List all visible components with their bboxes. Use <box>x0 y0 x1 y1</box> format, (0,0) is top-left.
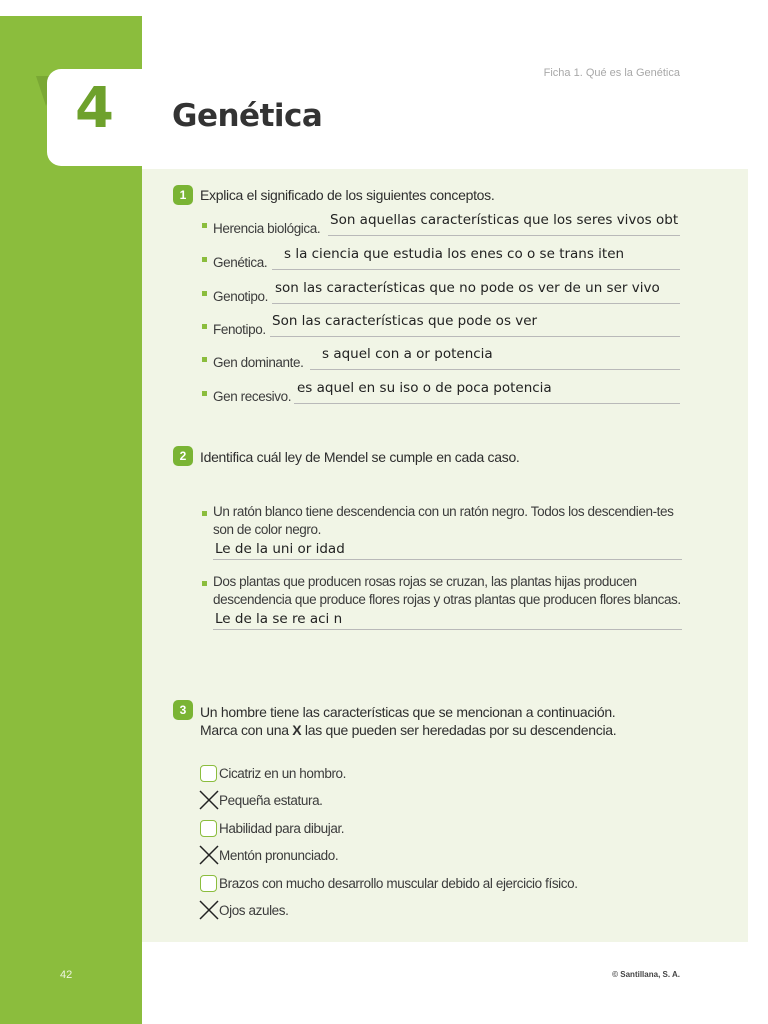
answer-line <box>294 403 680 404</box>
answer-line <box>328 235 680 236</box>
bullet-icon <box>202 391 207 396</box>
page-number: 42 <box>60 969 73 981</box>
definition-label: Fenotipo. <box>213 322 266 337</box>
copyright: © Santillana, S. A. <box>612 970 680 979</box>
option-label: Cicatriz en un hombro. <box>219 766 347 781</box>
option-label: Habilidad para dibujar. <box>219 820 345 836</box>
question-3-badge: 3 <box>173 700 193 720</box>
option-label: Mentón pronunciado. <box>219 848 339 864</box>
option-row <box>200 901 620 921</box>
top-margin <box>0 0 768 16</box>
definition-row-gen-dominante <box>202 346 682 370</box>
option-row <box>200 791 620 811</box>
answer-line <box>213 559 682 560</box>
option-label: Pequeña estatura. <box>219 793 323 809</box>
case-text: Dos plantas que producen rosas rojas se cruzan, las plantas hijas producen descendencia que produce flores rojas y otras plantas que producen flores blancas. <box>213 574 681 607</box>
bullet-icon <box>202 581 207 586</box>
definition-row-genetica <box>202 246 682 270</box>
question-3-prompt-line2a: Marca con una <box>200 722 293 738</box>
definition-row-gen-recesivo <box>202 380 682 404</box>
definition-row-genotipo <box>202 280 682 304</box>
option-label: Ojos azules. <box>219 903 289 918</box>
definition-label: Gen recesivo. <box>213 389 292 404</box>
unit-number: 4 <box>75 76 114 141</box>
checkbox-x-mark-icon[interactable] <box>199 790 219 810</box>
definition-answer[interactable]: s la ciencia que estudia los enes co o se trans iten <box>284 246 625 262</box>
question-3-prompt <box>200 703 616 739</box>
case-answer[interactable]: Le de la uni or idad <box>215 541 345 557</box>
option-row <box>200 819 620 839</box>
page-title: Genética <box>172 98 323 134</box>
case-text: Un ratón blanco tiene descendencia con un ratón negro. Todos los descendien-tes son de color negro. <box>213 504 674 537</box>
bullet-icon <box>202 324 207 329</box>
definition-row-herencia <box>202 212 682 236</box>
definition-label: Genética. <box>213 255 268 270</box>
definition-answer[interactable]: es aquel en su iso o de poca potencia <box>297 380 552 396</box>
answer-line <box>272 303 680 304</box>
question-1-prompt: Explica el significado de los siguientes conceptos. <box>200 187 495 203</box>
sheet-label: Ficha 1. Qué es la Genética <box>543 67 680 79</box>
answer-line <box>272 269 680 270</box>
case-answer[interactable]: Le de la se re aci n <box>215 611 343 627</box>
definition-label: Genotipo. <box>213 289 268 304</box>
answer-line <box>310 369 680 370</box>
question-2-prompt: Identifica cuál ley de Mendel se cumple en cada caso. <box>200 449 520 465</box>
definition-answer[interactable]: Son aquellas características que los seres vivos obt <box>330 212 679 228</box>
bullet-icon <box>202 291 207 296</box>
bullet-icon <box>202 357 207 362</box>
question-1-badge: 1 <box>173 185 193 205</box>
checkbox[interactable] <box>200 820 217 837</box>
question-3-prompt-x: X <box>292 722 302 738</box>
option-row <box>200 874 620 894</box>
definition-row-fenotipo <box>202 313 682 337</box>
bullet-icon <box>202 223 207 228</box>
definition-label: Gen dominante. <box>213 355 304 370</box>
option-row <box>200 846 620 866</box>
bullet-icon <box>202 511 207 516</box>
option-label: Brazos con mucho desarrollo muscular debido al ejercicio físico. <box>219 875 578 891</box>
checkbox-x-mark-icon[interactable] <box>199 900 219 920</box>
definition-answer[interactable]: Son las características que pode os ver <box>272 313 538 329</box>
answer-line <box>213 629 682 630</box>
left-color-bar <box>0 16 142 1024</box>
case-item-1 <box>202 503 682 560</box>
question-3-prompt-line1: Un hombre tiene las características que se mencionan a continuación. <box>200 704 616 720</box>
case-item-2 <box>202 573 682 630</box>
checkbox-x-mark-icon[interactable] <box>199 845 219 865</box>
definition-label: Herencia biológica. <box>213 221 321 236</box>
definition-answer[interactable]: s aquel con a or potencia <box>322 346 493 362</box>
question-2-badge: 2 <box>173 446 193 466</box>
definition-answer[interactable]: son las características que no pode os ver de un ser vivo <box>275 280 660 296</box>
option-row <box>200 764 620 784</box>
checkbox[interactable] <box>200 765 217 782</box>
answer-line <box>270 336 680 337</box>
question-3-prompt-line2b: las que pueden ser heredadas por su descendencia. <box>301 722 617 738</box>
bullet-icon <box>202 257 207 262</box>
checkbox[interactable] <box>200 875 217 892</box>
